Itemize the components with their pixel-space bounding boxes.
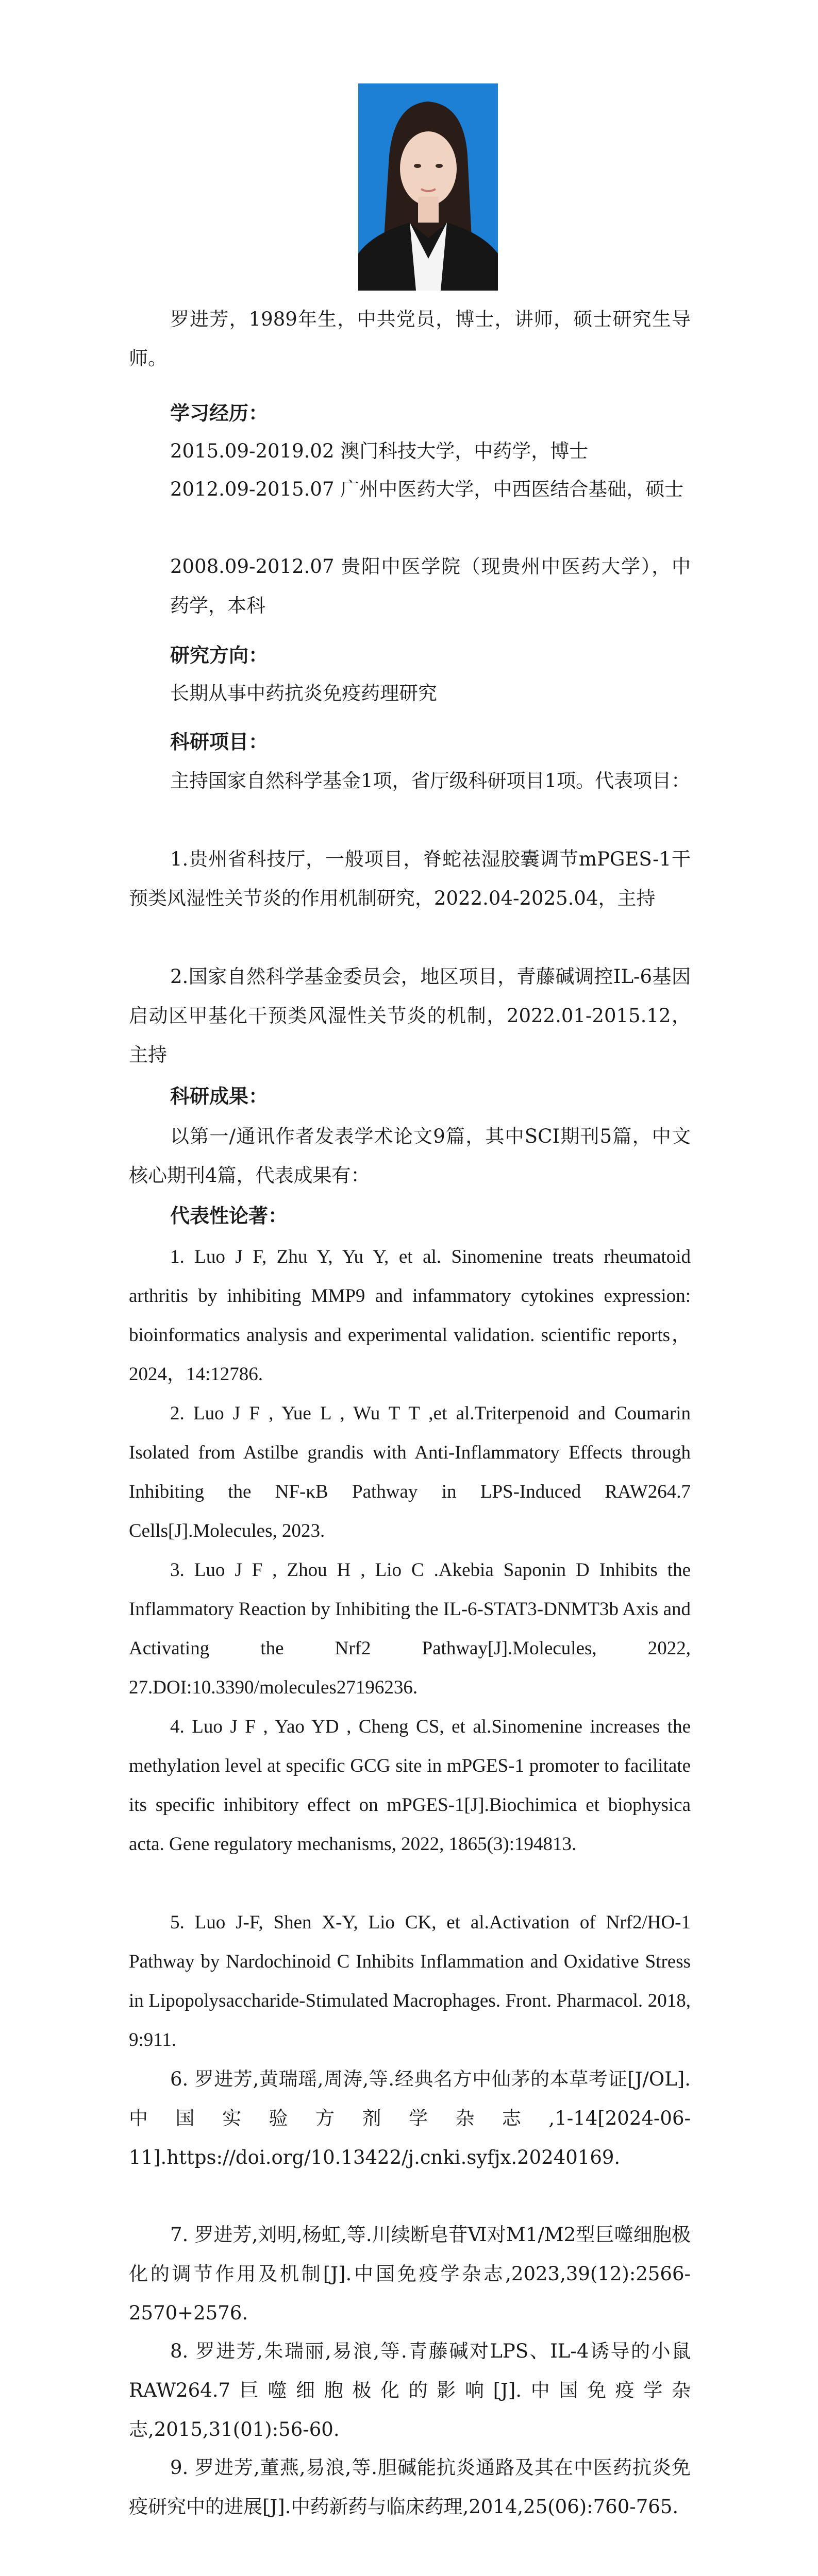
education-item: 2015.09-2019.02 澳门科技大学，中药学，博士 [170,440,589,462]
publication-item: 2. Luo J F , Yue L , Wu T T ,et al.Triterpenoid and Coumarin Isolated from Astilbe grandis with Anti-Inflammatory Effects through Inhibiting the NF-κB Pathway in LPS-Induced RAW264.7 Cells[J].Molecules, 2023. [129,1403,691,1541]
achievements-heading: 科研成果： [170,1084,269,1108]
projects-summary: 主持国家自然科学基金1项，省厅级科研项目1项。代表项目： [170,770,691,792]
publication-item: 4. Luo J F , Yao YD , Cheng CS, et al.Sinomenine increases the methylation level at specific GCG site in mPGES-1 promoter to facilitate its specific inhibitory effect on mPGES-1[J].Biochimica et biophysica acta. Gene regulatory mechanisms, 2022, 1865(3):194813. [129,1716,691,1855]
publication-item: 5. Luo J-F, Shen X-Y, Lio CK, et al.Activation of Nrf2/HO-1 Pathway by Nardochinoid C Inhibits Inflammation and Oxidative Stress in Lipopolysaccharide-Stimulated Macrophages. Front. Pharmacol. 2018, 9:911. [129,1912,691,2050]
project-item: 1.贵州省科技厅，一般项目，脊蛇祛湿胶囊调节mPGES-1干预类风湿性关节炎的作用机制研究，2022.04-2025.04，主持 [129,848,691,909]
publications-heading: 代表性论著： [170,1204,288,1227]
education-item: 2012.09-2015.07 广州中医药大学，中西医结合基础，硕士 [170,478,684,500]
publication-item: 9. 罗进芳,董燕,易浪,等.胆碱能抗炎通路及其在中医药抗炎免疫研究中的进展[J].中药新药与临床药理,2014,25(06):760-765. [129,2456,691,2518]
education-item: 2008.09-2012.07 贵阳中医学院（现贵州中医药大学），中药学，本科 [170,555,691,617]
publication-item: 1. Luo J F, Zhu Y, Yu Y, et al. Sinomenine treats rheumatoid arthritis by inhibiting MMP9 and infammatory cytokines expression: bioinformatics analysis and experimental validation. scientific reports，2024，14:12786. [129,1246,691,1385]
publication-item: 7. 罗进芳,刘明,杨虹,等.川续断皂苷Ⅵ对M1/M2型巨噬细胞极化的调节作用及机制[J].中国免疫学杂志,2023,39(12):2566-2570+2576. [129,2224,691,2324]
publication-item: 6. 罗进芳,黄瑞瑶,周涛,等.经典名方中仙茅的本草考证[J/OL].中国实验方剂学杂志,1-14[2024-06-11].https://doi.org/10.13422/j.cnki.syfjx.20240169. [129,2068,691,2168]
portrait-image [358,83,498,291]
research-direction-text: 长期从事中药抗炎免疫药理研究 [170,682,437,704]
education-heading: 学习经历： [170,401,269,425]
publication-item: 3. Luo J F , Zhou H , Lio C .Akebia Saponin D Inhibits the Inflammatory Reaction by Inhibiting the IL-6-STAT3-DNMT3b Axis and Activating the Nrf2 Pathway[J].Molecules, 2022, 27.DOI:10.3390/molecules27196236. [129,1560,691,1698]
intro-paragraph: 罗进芳，1989年生，中共党员，博士，讲师，硕士研究生导师。 [129,308,691,369]
profile-photo [358,83,498,291]
projects-heading: 科研项目： [170,730,269,753]
project-item: 2.国家自然科学基金委员会，地区项目，青藤碱调控IL-6基因启动区甲基化干预类风湿性关节炎的机制，2022.01-2015.12，主持 [129,965,691,1066]
publication-item: 8. 罗进芳,朱瑞丽,易浪,等.青藤碱对LPS、IL-4诱导的小鼠RAW264.7巨噬细胞极化的影响[J].中国免疫学杂志,2015,31(01):56-60. [129,2340,691,2441]
achievements-summary: 以第一/通讯作者发表学术论文9篇，其中SCI期刊5篇，中文核心期刊4篇，代表成果有： [129,1125,691,1187]
research-direction-heading: 研究方向： [170,643,269,667]
